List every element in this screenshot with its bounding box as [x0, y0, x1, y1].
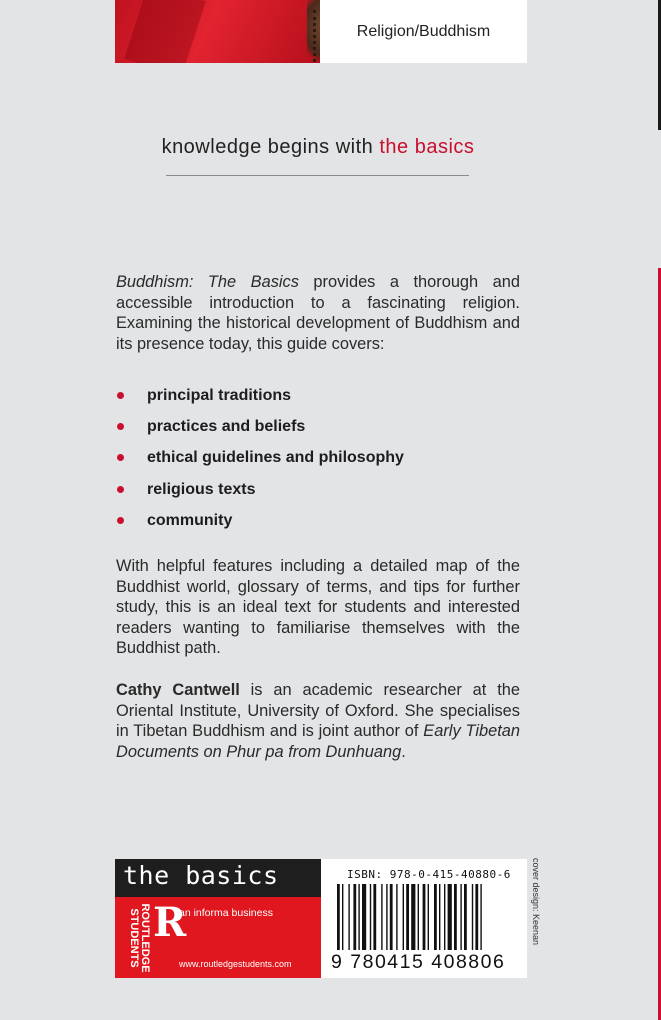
publisher-website: www.routledgestudents.com: [179, 959, 292, 969]
author-bio: Cathy Cantwell is an academic researcher at the Oriental Institute, University of Oxford. She specialises in Tibetan Buddhism and is joint author of Early Tibetan Documents on Phur pa from Dunhuang.: [116, 681, 520, 761]
publisher-brand-block: [115, 859, 321, 978]
cover-photo-hands: [115, 0, 320, 63]
book-title: Buddhism: The Basics: [116, 273, 299, 291]
series-tagline: [0, 136, 636, 159]
list-item: religious texts: [116, 478, 404, 509]
publisher-tagline: an informa business: [179, 907, 273, 919]
list-item: community: [116, 509, 404, 540]
bullet-dot-icon: [117, 454, 124, 461]
publisher-name: ROUTLEDGE STUDENTS: [128, 903, 151, 973]
tagline-divider: [166, 175, 469, 176]
category-label: Religion/Buddhism: [320, 0, 527, 63]
tagline-accent: the basics: [379, 136, 475, 158]
tagline-prefix: knowledge begins with: [161, 136, 380, 158]
bullet-dot-icon: [117, 423, 124, 430]
isbn-label: ISBN: 978-0-415-40880-6: [347, 868, 511, 881]
intro-paragraph: [116, 272, 520, 354]
author-name: Cathy Cantwell: [116, 681, 240, 699]
cover-credit: cover design: Keenan: [531, 858, 541, 946]
barcode-icon: [335, 884, 513, 950]
prayer-beads: [313, 10, 320, 62]
barcode-block: [321, 859, 527, 978]
list-item: practices and beliefs: [116, 415, 404, 446]
routledge-logo-icon: R: [153, 899, 187, 946]
series-name: the basics: [123, 861, 279, 890]
bullet-dot-icon: [117, 392, 124, 399]
intro-text: provides a thorough and accessible introduction to a fascinating religion. Examining the historical development of Buddhism and its presence today, this guide covers:: [116, 273, 520, 353]
list-item: principal traditions: [116, 384, 404, 415]
author-bio-text: is an academic researcher at the Oriental Institute, University of Oxford. She specialises in Tibetan Buddhism and is joint author of: [116, 681, 520, 741]
robe-fold: [124, 0, 206, 63]
bullet-dot-icon: [117, 517, 124, 524]
author-book-title: Early Tibetan Documents on Phur pa from Dunhuang: [116, 722, 520, 761]
topics-list: [116, 384, 404, 540]
list-item: ethical guidelines and philosophy: [116, 446, 404, 477]
bullet-dot-icon: [117, 486, 124, 493]
features-paragraph: With helpful features including a detailed map of the Buddhist world, glossary of terms, and tips for further study, this is an ideal text for students and interested readers wanting to familiarise themselves with the Buddhist path.: [116, 557, 520, 658]
barcode-digits: 9 780415 408806: [331, 951, 506, 973]
